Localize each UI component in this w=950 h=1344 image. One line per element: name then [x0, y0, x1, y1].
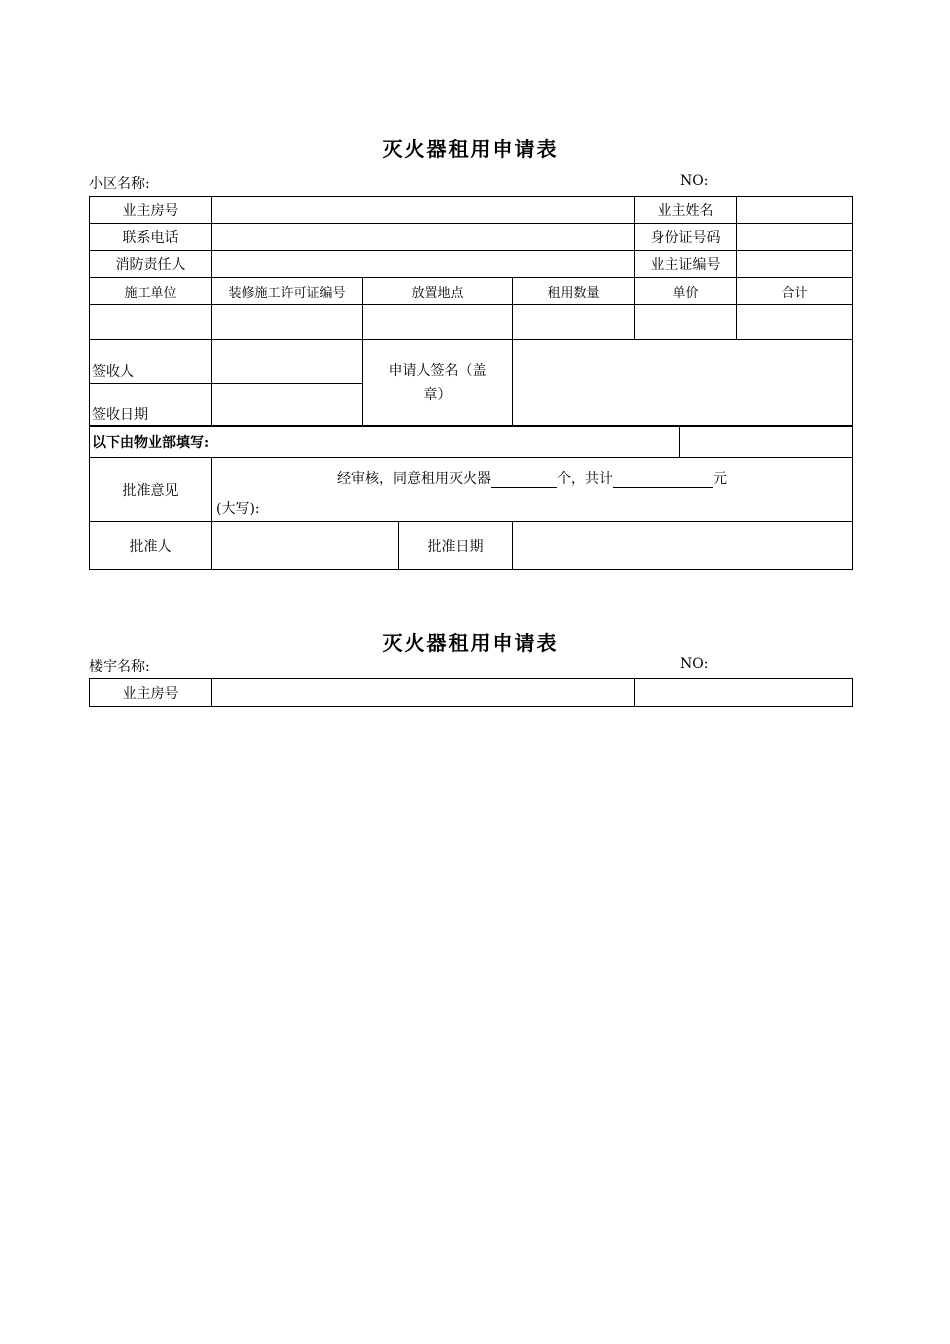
owner-room-field[interactable] — [212, 679, 635, 707]
id-card-label: 身份证号码 — [635, 224, 737, 251]
approval-capital-label: (大写): — [216, 501, 260, 517]
phone-field[interactable] — [212, 224, 635, 251]
column-header: 装修施工许可证编号 — [212, 278, 363, 305]
amount-blank[interactable] — [613, 473, 713, 488]
approval-sentence — [212, 468, 852, 488]
column-header: 租用数量 — [513, 278, 635, 305]
approver-field[interactable] — [212, 522, 399, 570]
permit-number-field[interactable] — [212, 305, 363, 340]
placement-location-field[interactable] — [363, 305, 513, 340]
owner-name-cell — [635, 679, 853, 707]
column-header: 单价 — [635, 278, 737, 305]
column-header: 施工单位 — [90, 278, 212, 305]
fire-person-field[interactable] — [212, 251, 635, 278]
application-table-main — [89, 196, 853, 427]
form-number-label: NO: — [680, 656, 709, 672]
owner-room-label: 业主房号 — [90, 197, 212, 224]
owner-room-label: 业主房号 — [90, 679, 212, 707]
approval-opinion-cell[interactable] — [212, 458, 853, 522]
applicant-sign-label: 申请人签名（盖章） — [363, 340, 513, 427]
receive-date-field[interactable] — [212, 384, 363, 427]
column-header: 合计 — [737, 278, 853, 305]
column-header: 放置地点 — [363, 278, 513, 305]
approval-opinion-label: 批准意见 — [90, 458, 212, 522]
construction-unit-field[interactable] — [90, 305, 212, 340]
receiver-field[interactable] — [212, 340, 363, 384]
approval-date-label: 批准日期 — [399, 522, 513, 570]
receive-date-label: 签收日期 — [90, 384, 212, 427]
rental-quantity-field[interactable] — [513, 305, 635, 340]
unit-price-field[interactable] — [635, 305, 737, 340]
community-name-label: 小区名称: — [89, 176, 150, 192]
property-section-field[interactable] — [680, 426, 853, 458]
owner-name-field[interactable] — [737, 197, 853, 224]
approval-text-a: 经审核，同意租用灭火器 — [337, 471, 492, 487]
building-name-label: 楼宇名称: — [89, 659, 150, 675]
total-field[interactable] — [737, 305, 853, 340]
owner-cert-field[interactable] — [737, 251, 853, 278]
application-table-main — [89, 678, 853, 707]
phone-label: 联系电话 — [90, 224, 212, 251]
id-card-field[interactable] — [737, 224, 853, 251]
approval-date-field[interactable] — [513, 522, 853, 570]
quantity-blank[interactable] — [491, 473, 557, 488]
approver-label: 批准人 — [90, 522, 212, 570]
owner-room-field[interactable] — [212, 197, 635, 224]
approval-text-b: 个，共计 — [557, 471, 614, 487]
owner-name-label: 业主姓名 — [635, 197, 737, 224]
fire-person-label: 消防责任人 — [90, 251, 212, 278]
applicant-sign-field[interactable] — [513, 340, 853, 427]
approval-text-c: 元 — [713, 471, 728, 487]
form-number-label: NO: — [680, 173, 709, 189]
approval-table — [89, 425, 853, 570]
form-title: 灭火器租用申请表 — [382, 631, 559, 655]
owner-cert-label: 业主证编号 — [635, 251, 737, 278]
property-section-label: 以下由物业部填写: — [90, 426, 680, 458]
form-title: 灭火器租用申请表 — [382, 137, 559, 161]
receiver-label: 签收人 — [90, 340, 212, 384]
